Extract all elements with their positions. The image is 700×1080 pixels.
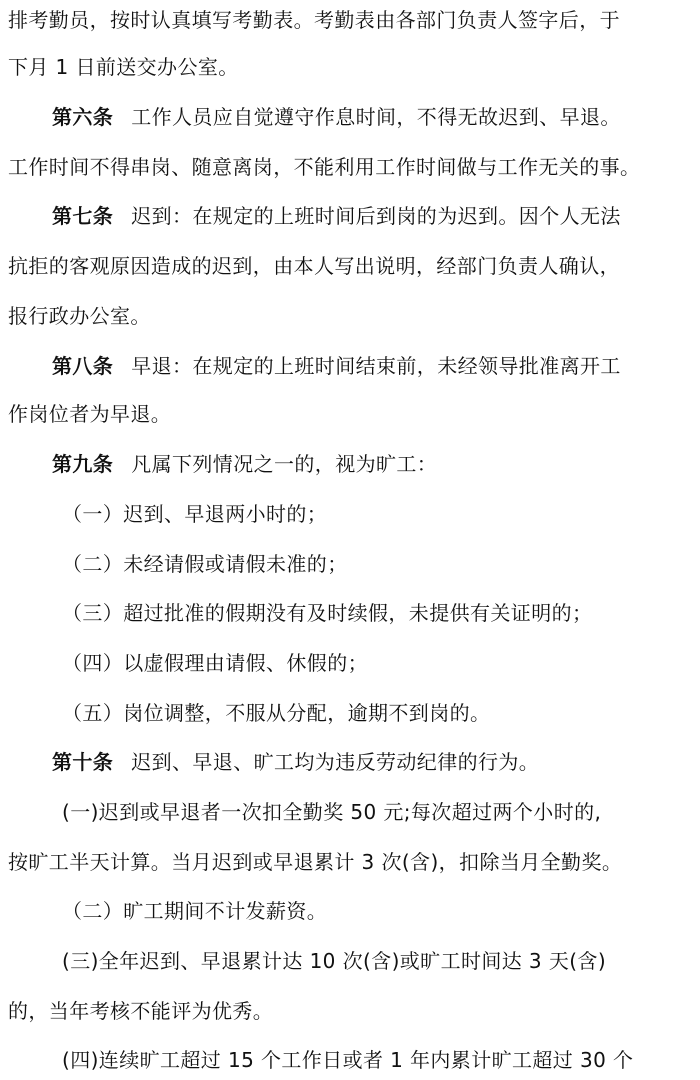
list-item: [62, 891, 698, 931]
text-line: [8, 47, 698, 87]
article-text: 凡属下列情况之一的，视为旷工：: [131, 452, 438, 476]
list-item-text: （一）迟到、早退两小时的；: [62, 502, 328, 526]
article-text: 迟到、早退、旷工均为违反劳动纪律的行为。: [131, 750, 540, 774]
article-label: 第八条: [52, 354, 114, 378]
article-text: 工作人员应自觉遵守作息时间，不得无故迟到、早退。: [131, 105, 621, 129]
list-item-text: （二）未经请假或请假未准的；: [62, 552, 348, 576]
article-text: 迟到：在规定的上班时间后到岗的为迟到。因个人无法: [131, 204, 621, 228]
line-text: 抗拒的客观原因造成的迟到，由本人写出说明，经部门负责人确认，: [8, 254, 620, 278]
article-label: 第七条: [52, 204, 114, 228]
text-line: [8, 842, 698, 882]
text-line: [8, 0, 698, 40]
text-line: [8, 147, 698, 187]
list-item-text: （四）以虚假理由请假、休假的；: [62, 651, 368, 675]
line-text: 下月 1 日前送交办公室。: [8, 55, 239, 79]
article-label: 第九条: [52, 452, 114, 476]
article-line: [52, 444, 698, 484]
text-line: [8, 991, 698, 1031]
list-item: [62, 494, 698, 534]
list-item: [62, 643, 698, 683]
list-item: [62, 1040, 698, 1080]
line-text: 的，当年考核不能评为优秀。: [8, 999, 274, 1023]
line-text: 工作时间不得串岗、随意离岗，不能利用工作时间做与工作无关的事。: [8, 155, 641, 179]
article-line: [52, 346, 698, 386]
list-item: [62, 941, 698, 981]
line-text: 作岗位者为早退。: [8, 402, 172, 426]
line-text: 排考勤员，按时认真填写考勤表。考勤表由各部门负责人签字后，于: [8, 8, 620, 32]
list-item: [62, 792, 698, 832]
list-item-text: （五）岗位调整，不服从分配，逾期不到岗的。: [62, 701, 491, 725]
article-line: [52, 97, 698, 137]
article-line: [52, 196, 698, 236]
list-item: [62, 544, 698, 584]
article-label: 第六条: [52, 105, 114, 129]
list-item: [62, 593, 698, 633]
article-line: [52, 742, 698, 782]
list-item-text: (三)全年迟到、早退累计达 10 次(含)或旷工时间达 3 天(含): [62, 949, 607, 973]
text-line: [8, 296, 698, 336]
list-item-text: (四)连续旷工超过 15 个工作日或者 1 年内累计旷工超过 30 个: [62, 1048, 634, 1072]
article-label: 第十条: [52, 750, 114, 774]
line-text: 按旷工半天计算。当月迟到或早退累计 3 次(含)，扣除当月全勤奖。: [8, 850, 623, 874]
text-line: [8, 394, 698, 434]
list-item: [62, 693, 698, 733]
line-text: 报行政办公室。: [8, 304, 151, 328]
text-line: [8, 246, 698, 286]
list-item-text: (一)迟到或早退者一次扣全勤奖 50 元;每次超过两个小时的,: [62, 800, 602, 824]
list-item-text: （二）旷工期间不计发薪资。: [62, 899, 328, 923]
list-item-text: （三）超过批准的假期没有及时续假，未提供有关证明的；: [62, 601, 593, 625]
article-text: 早退：在规定的上班时间结束前，未经领导批准离开工: [131, 354, 621, 378]
